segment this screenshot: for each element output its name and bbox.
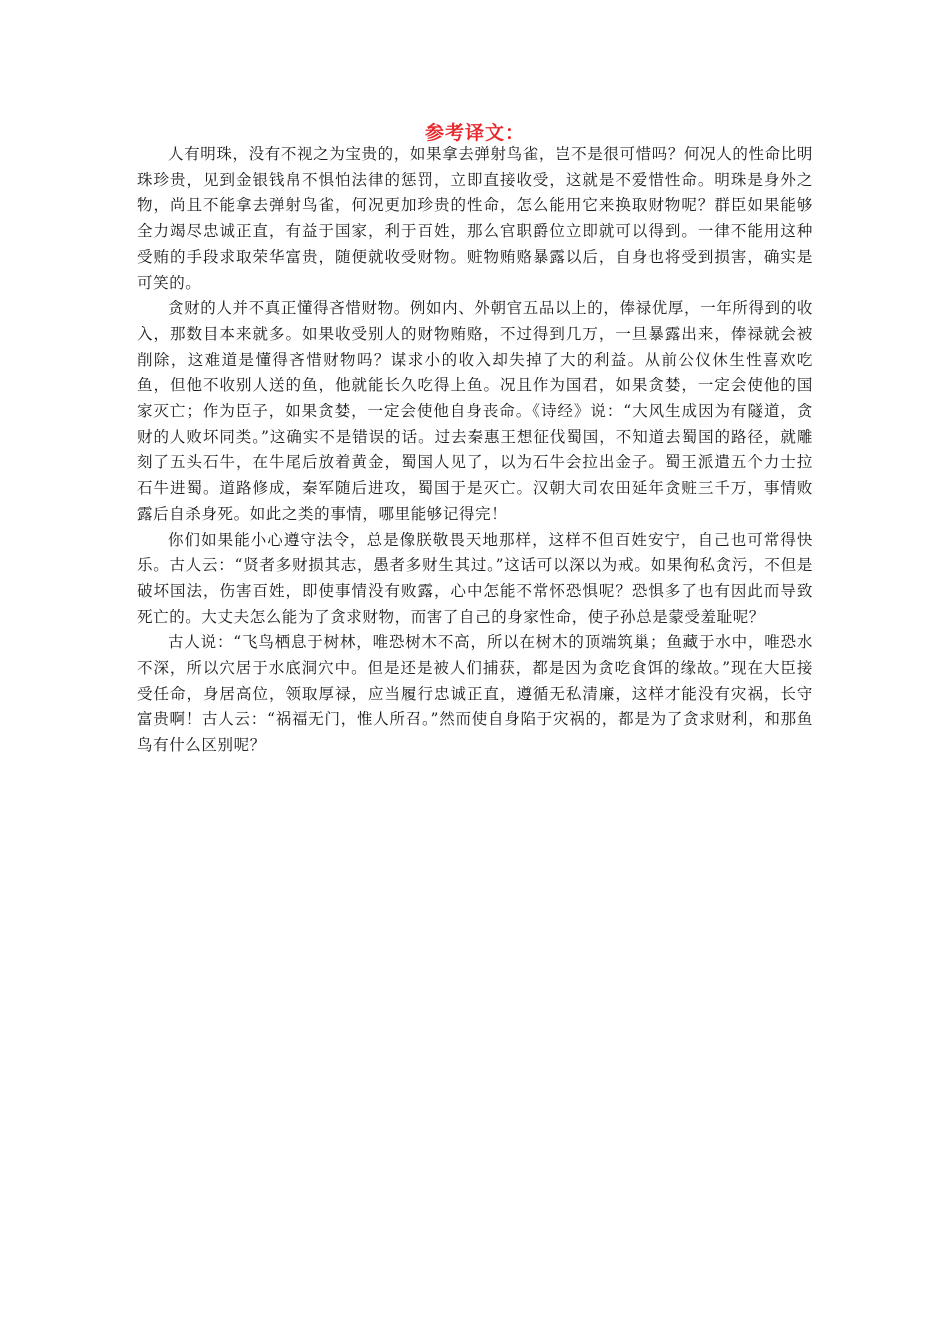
document-title: 参考译文：	[424, 122, 525, 144]
paragraph-1: 人有明珠，没有不视之为宝贵的，如果拿去弹射鸟雀，岂不是很可惜吗？何况人的性命比明珠珍贵，见到金银钱帛不惧怕法律的惩罚，立即直接收受，这就是不爱惜性命。明珠是身外之物，尚且不能拿去弹射鸟雀，何况更加珍贵的性命，怎么能用它来换取财物呢？群臣如果能够全力竭尽忠诚正直，有益于国家，利于百姓，那么官职爵位立即就可以得到。一律不能用这种受贿的手段求取荣华富贵，随便就收受财物。赃物贿赂暴露以后，自身也将受到损害，确实是可笑的。	[137, 145, 813, 292]
paragraph-4: 古人说：“飞鸟栖息于树林，唯恐树木不高，所以在树木的顶端筑巢；鱼藏于水中，唯恐水不深，所以穴居于水底洞穴中。但是还是被人们捕获，都是因为贪吃食饵的缘故。”现在大臣接受任命，身居高位，领取厚禄，应当履行忠诚正直，遵循无私清廉，这样才能没有灾祸，长守富贵啊！古人云：“祸福无门，惟人所召。”然而使自身陷于灾祸的，都是为了贪求财利，和那鱼鸟有什么区别呢？	[137, 633, 813, 755]
paragraph-3: 你们如果能小心遵守法令，总是像朕敬畏天地那样，这样不但百姓安宁，自己也可常得快乐。古人云：“贤者多财损其志，愚者多财生其过。”这话可以深以为戒。如果徇私贪污，不但是破坏国法，伤害百姓，即使事情没有败露，心中怎能不常怀恐惧呢？恐惧多了也有因此而导致死亡的。大丈夫怎么能为了贪求财物，而害了自己的身家性命，使子孙总是蒙受羞耻呢？	[137, 530, 813, 626]
paragraph-2: 贪财的人并不真正懂得吝惜财物。例如内、外朝官五品以上的，俸禄优厚，一年所得到的收入，那数目本来就多。如果收受别人的财物贿赂，不过得到几万，一旦暴露出来，俸禄就会被削除，这难道是懂得吝惜财物吗？谋求小的收入却失掉了大的利益。从前公仪休生性喜欢吃鱼，但他不收别人送的鱼，他就能长久吃得上鱼。况且作为国君，如果贪婪，一定会使他的国家灭亡；作为臣子，如果贪婪，一定会使他自身丧命。《诗经》说：“大风生成因为有隧道，贪财的人败坏同类。”这确实不是错误的话。过去秦惠王想征伐蜀国，不知道去蜀国的路径，就雕刻了五头石牛，在牛尾后放着黄金，蜀国人见了，以为石牛会拉出金子。蜀王派遣五个力士拉石牛进蜀。道路修成，秦军随后进攻，蜀国于是灭亡。汉朝大司农田延年贪赃三千万，事情败露后自杀身死。如此之类的事情，哪里能够记得完！	[137, 299, 813, 523]
document-body	[137, 142, 813, 759]
